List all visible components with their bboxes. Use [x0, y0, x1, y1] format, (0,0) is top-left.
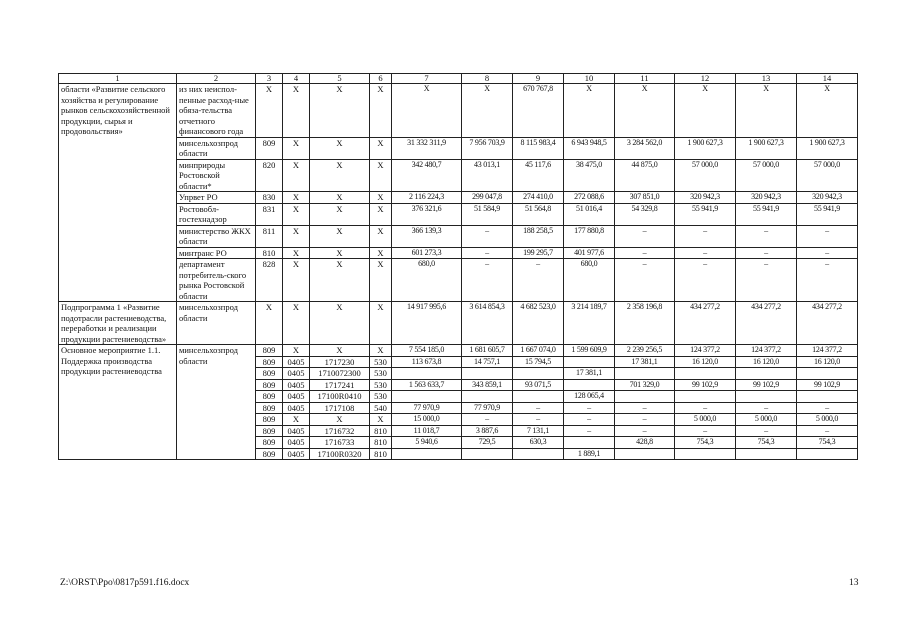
- value-cell: 0405: [283, 368, 310, 380]
- value-cell: 828: [256, 259, 283, 302]
- value-cell: 17100R0320: [310, 448, 370, 460]
- budget-table: [58, 73, 858, 460]
- value-cell: –: [675, 247, 736, 259]
- value-cell: [615, 448, 675, 460]
- value-cell: 754,3: [797, 437, 858, 449]
- value-cell: 17100R0410: [310, 391, 370, 403]
- value-cell: 1717241: [310, 379, 370, 391]
- value-cell: 0405: [283, 437, 310, 449]
- value-cell: –: [736, 402, 797, 414]
- table-row: [59, 345, 858, 357]
- value-cell: 810: [370, 437, 392, 449]
- footer-file-path: Z:\ORST\Ppo\0817p591.f16.docx: [60, 578, 190, 588]
- value-cell: [564, 356, 615, 368]
- value-cell: Х: [310, 84, 370, 138]
- column-number-header: 13: [736, 74, 797, 84]
- value-cell: 0405: [283, 356, 310, 368]
- value-cell: 5 000,0: [736, 414, 797, 426]
- value-cell: 199 295,7: [513, 247, 564, 259]
- value-cell: 530: [370, 391, 392, 403]
- value-cell: 274 410,0: [513, 192, 564, 204]
- column-number-header: 8: [462, 74, 513, 84]
- value-cell: Х: [256, 84, 283, 138]
- value-cell: 272 088,6: [564, 192, 615, 204]
- value-cell: 3 614 854,3: [462, 302, 513, 345]
- value-cell: 434 277,2: [736, 302, 797, 345]
- value-cell: 343 859,1: [462, 379, 513, 391]
- value-cell: 0405: [283, 391, 310, 403]
- value-cell: 1710072300: [310, 368, 370, 380]
- value-cell: Х: [462, 84, 513, 138]
- value-cell: 2 358 196,8: [615, 302, 675, 345]
- value-cell: 1716733: [310, 437, 370, 449]
- executor-cell: минсельхозпрод области: [177, 345, 256, 460]
- value-cell: 16 120,0: [736, 356, 797, 368]
- value-cell: [797, 448, 858, 460]
- value-cell: 55 941,9: [797, 203, 858, 225]
- value-cell: –: [797, 425, 858, 437]
- value-cell: 1 563 633,7: [392, 379, 462, 391]
- value-cell: Х: [370, 159, 392, 192]
- value-cell: 44 875,0: [615, 159, 675, 192]
- value-cell: [675, 391, 736, 403]
- executor-cell: минтранс РО: [177, 247, 256, 259]
- value-cell: 809: [256, 368, 283, 380]
- value-cell: –: [615, 225, 675, 247]
- value-cell: 57 000,0: [675, 159, 736, 192]
- value-cell: 51 564,8: [513, 203, 564, 225]
- value-cell: 8 115 983,4: [513, 137, 564, 159]
- value-cell: –: [736, 225, 797, 247]
- value-cell: 809: [256, 414, 283, 426]
- value-cell: 307 851,0: [615, 192, 675, 204]
- value-cell: 811: [256, 225, 283, 247]
- value-cell: Х: [370, 203, 392, 225]
- value-cell: 17 381,1: [564, 368, 615, 380]
- executor-cell: Ростовобл-гостехнадзор: [177, 203, 256, 225]
- program-name-cell: области «Развитие сельского хозяйства и регулирование рынков сельскохозяйственной продукции, сырья и продовольствия»: [59, 84, 177, 302]
- value-cell: –: [615, 425, 675, 437]
- column-number-header: 12: [675, 74, 736, 84]
- value-cell: 1716732: [310, 425, 370, 437]
- value-cell: 530: [370, 368, 392, 380]
- value-cell: [736, 368, 797, 380]
- value-cell: Х: [283, 159, 310, 192]
- value-cell: 670 767,8: [513, 84, 564, 138]
- value-cell: 2 239 256,5: [615, 345, 675, 357]
- value-cell: –: [615, 402, 675, 414]
- value-cell: 57 000,0: [797, 159, 858, 192]
- value-cell: Х: [370, 192, 392, 204]
- value-cell: –: [736, 259, 797, 302]
- value-cell: Х: [283, 259, 310, 302]
- value-cell: 831: [256, 203, 283, 225]
- value-cell: 601 273,3: [392, 247, 462, 259]
- column-number-header: 6: [370, 74, 392, 84]
- executor-cell: минсельхозпрод области: [177, 137, 256, 159]
- value-cell: 729,5: [462, 437, 513, 449]
- value-cell: [564, 437, 615, 449]
- value-cell: 77 970,9: [392, 402, 462, 414]
- value-cell: 3 887,6: [462, 425, 513, 437]
- value-cell: –: [675, 402, 736, 414]
- value-cell: –: [615, 414, 675, 426]
- value-cell: [675, 368, 736, 380]
- value-cell: Х: [310, 225, 370, 247]
- value-cell: –: [564, 425, 615, 437]
- value-cell: –: [462, 414, 513, 426]
- value-cell: 15 794,5: [513, 356, 564, 368]
- value-cell: Х: [370, 225, 392, 247]
- value-cell: 1 599 609,9: [564, 345, 615, 357]
- value-cell: 124 377,2: [797, 345, 858, 357]
- value-cell: –: [675, 225, 736, 247]
- value-cell: Х: [283, 192, 310, 204]
- value-cell: 5 000,0: [675, 414, 736, 426]
- table-row: [59, 302, 858, 345]
- value-cell: 810: [370, 425, 392, 437]
- column-number-header: 4: [283, 74, 310, 84]
- value-cell: 530: [370, 356, 392, 368]
- value-cell: Х: [370, 84, 392, 138]
- value-cell: 320 942,3: [736, 192, 797, 204]
- value-cell: [462, 391, 513, 403]
- value-cell: 299 047,8: [462, 192, 513, 204]
- value-cell: Х: [283, 225, 310, 247]
- value-cell: 113 673,8: [392, 356, 462, 368]
- value-cell: –: [513, 259, 564, 302]
- value-cell: [564, 379, 615, 391]
- value-cell: 809: [256, 356, 283, 368]
- value-cell: 7 131,1: [513, 425, 564, 437]
- executor-cell: минсельхозпрод области: [177, 302, 256, 345]
- value-cell: 43 013,1: [462, 159, 513, 192]
- value-cell: 754,3: [675, 437, 736, 449]
- value-cell: Х: [370, 137, 392, 159]
- activity-name-cell: Основное мероприятие 1.1. Поддержка производства продукции растениеводства: [59, 345, 177, 460]
- value-cell: 809: [256, 391, 283, 403]
- value-cell: 701 329,0: [615, 379, 675, 391]
- value-cell: 810: [370, 448, 392, 460]
- value-cell: 128 065,4: [564, 391, 615, 403]
- value-cell: Х: [310, 192, 370, 204]
- executor-cell: департамент потребитель-ского рынка Ростовской области: [177, 259, 256, 302]
- value-cell: –: [462, 247, 513, 259]
- value-cell: 3 284 562,0: [615, 137, 675, 159]
- value-cell: 434 277,2: [675, 302, 736, 345]
- value-cell: –: [675, 425, 736, 437]
- value-cell: 55 941,9: [675, 203, 736, 225]
- value-cell: 17 381,1: [615, 356, 675, 368]
- executor-cell: министерство ЖКХ области: [177, 225, 256, 247]
- value-cell: Х: [370, 345, 392, 357]
- table-row: [59, 137, 858, 159]
- value-cell: Х: [564, 84, 615, 138]
- value-cell: 320 942,3: [797, 192, 858, 204]
- value-cell: –: [797, 247, 858, 259]
- value-cell: Х: [283, 414, 310, 426]
- table-row: [59, 84, 858, 138]
- value-cell: Х: [370, 247, 392, 259]
- value-cell: 680,0: [564, 259, 615, 302]
- value-cell: –: [564, 414, 615, 426]
- value-cell: Х: [370, 259, 392, 302]
- value-cell: Х: [736, 84, 797, 138]
- value-cell: 38 475,0: [564, 159, 615, 192]
- value-cell: 6 943 948,5: [564, 137, 615, 159]
- value-cell: 0405: [283, 448, 310, 460]
- value-cell: [615, 368, 675, 380]
- value-cell: 99 102,9: [736, 379, 797, 391]
- value-cell: 0405: [283, 425, 310, 437]
- value-cell: 1 900 627,3: [797, 137, 858, 159]
- value-cell: 376 321,6: [392, 203, 462, 225]
- value-cell: 401 977,6: [564, 247, 615, 259]
- value-cell: 55 941,9: [736, 203, 797, 225]
- value-cell: [675, 448, 736, 460]
- subprogram-name-cell: Подпрограмма 1 «Развитие подотрасли растениеводства, переработки и реализации продукции растениеводства»: [59, 302, 177, 345]
- value-cell: –: [462, 259, 513, 302]
- value-cell: [513, 391, 564, 403]
- value-cell: Х: [256, 302, 283, 345]
- value-cell: 15 000,0: [392, 414, 462, 426]
- value-cell: 428,8: [615, 437, 675, 449]
- page-number: 13: [849, 578, 859, 588]
- value-cell: –: [797, 402, 858, 414]
- value-cell: Х: [283, 203, 310, 225]
- value-cell: –: [736, 247, 797, 259]
- value-cell: 342 480,7: [392, 159, 462, 192]
- value-cell: 124 377,2: [675, 345, 736, 357]
- value-cell: 434 277,2: [797, 302, 858, 345]
- value-cell: 680,0: [392, 259, 462, 302]
- table-row: [59, 203, 858, 225]
- value-cell: Х: [797, 84, 858, 138]
- value-cell: –: [513, 402, 564, 414]
- value-cell: Х: [310, 345, 370, 357]
- value-cell: –: [797, 259, 858, 302]
- value-cell: Х: [310, 247, 370, 259]
- value-cell: 11 018,7: [392, 425, 462, 437]
- value-cell: 31 332 311,9: [392, 137, 462, 159]
- value-cell: [797, 391, 858, 403]
- value-cell: Х: [675, 84, 736, 138]
- value-cell: Х: [615, 84, 675, 138]
- table-row: [59, 225, 858, 247]
- value-cell: 99 102,9: [797, 379, 858, 391]
- column-number-header: 11: [615, 74, 675, 84]
- value-cell: 51 584,9: [462, 203, 513, 225]
- value-cell: Х: [310, 137, 370, 159]
- value-cell: 1 681 605,7: [462, 345, 513, 357]
- value-cell: 93 071,5: [513, 379, 564, 391]
- value-cell: Х: [370, 414, 392, 426]
- value-cell: 51 016,4: [564, 203, 615, 225]
- value-cell: [797, 368, 858, 380]
- value-cell: 2 116 224,3: [392, 192, 462, 204]
- value-cell: 1717230: [310, 356, 370, 368]
- value-cell: 77 970,9: [462, 402, 513, 414]
- value-cell: 754,3: [736, 437, 797, 449]
- value-cell: [736, 448, 797, 460]
- executor-cell: Упрвет РО: [177, 192, 256, 204]
- value-cell: 830: [256, 192, 283, 204]
- column-number-header: 3: [256, 74, 283, 84]
- value-cell: 630,3: [513, 437, 564, 449]
- value-cell: Х: [283, 345, 310, 357]
- table-body: [59, 74, 858, 460]
- value-cell: 16 120,0: [797, 356, 858, 368]
- value-cell: 810: [256, 247, 283, 259]
- value-cell: –: [564, 402, 615, 414]
- table-row: [59, 159, 858, 192]
- value-cell: 1 900 627,3: [675, 137, 736, 159]
- value-cell: [736, 391, 797, 403]
- value-cell: 1 667 074,0: [513, 345, 564, 357]
- value-cell: 809: [256, 345, 283, 357]
- value-cell: 14 917 995,6: [392, 302, 462, 345]
- table-row: [59, 192, 858, 204]
- value-cell: [513, 448, 564, 460]
- value-cell: –: [797, 225, 858, 247]
- value-cell: 809: [256, 448, 283, 460]
- value-cell: 1717108: [310, 402, 370, 414]
- header-row: [59, 74, 858, 84]
- value-cell: 7 554 185,0: [392, 345, 462, 357]
- table-row: [59, 247, 858, 259]
- value-cell: 540: [370, 402, 392, 414]
- value-cell: [462, 448, 513, 460]
- value-cell: Х: [310, 159, 370, 192]
- value-cell: 1 900 627,3: [736, 137, 797, 159]
- value-cell: [392, 448, 462, 460]
- value-cell: –: [736, 425, 797, 437]
- value-cell: 7 956 703,9: [462, 137, 513, 159]
- value-cell: 530: [370, 379, 392, 391]
- column-number-header: 7: [392, 74, 462, 84]
- value-cell: [392, 368, 462, 380]
- value-cell: Х: [370, 302, 392, 345]
- column-number-header: 9: [513, 74, 564, 84]
- value-cell: 809: [256, 402, 283, 414]
- value-cell: Х: [310, 414, 370, 426]
- value-cell: 54 329,8: [615, 203, 675, 225]
- value-cell: Х: [392, 84, 462, 138]
- value-cell: 1 889,1: [564, 448, 615, 460]
- value-cell: [513, 368, 564, 380]
- value-cell: 366 139,3: [392, 225, 462, 247]
- value-cell: 320 942,3: [675, 192, 736, 204]
- value-cell: –: [675, 259, 736, 302]
- value-cell: –: [513, 414, 564, 426]
- value-cell: 820: [256, 159, 283, 192]
- value-cell: 0405: [283, 402, 310, 414]
- value-cell: 177 880,8: [564, 225, 615, 247]
- value-cell: 5 940,6: [392, 437, 462, 449]
- value-cell: –: [615, 247, 675, 259]
- value-cell: 188 258,5: [513, 225, 564, 247]
- value-cell: Х: [283, 247, 310, 259]
- value-cell: 14 757,1: [462, 356, 513, 368]
- value-cell: 45 117,6: [513, 159, 564, 192]
- value-cell: 124 377,2: [736, 345, 797, 357]
- value-cell: 809: [256, 437, 283, 449]
- column-number-header: 1: [59, 74, 177, 84]
- value-cell: 809: [256, 425, 283, 437]
- value-cell: Х: [283, 84, 310, 138]
- value-cell: [392, 391, 462, 403]
- value-cell: 0405: [283, 379, 310, 391]
- value-cell: Х: [310, 203, 370, 225]
- value-cell: [615, 391, 675, 403]
- table-row: [59, 259, 858, 302]
- column-number-header: 5: [310, 74, 370, 84]
- value-cell: Х: [283, 137, 310, 159]
- value-cell: Х: [310, 259, 370, 302]
- column-number-header: 2: [177, 74, 256, 84]
- value-cell: –: [615, 259, 675, 302]
- value-cell: Х: [310, 302, 370, 345]
- value-cell: 57 000,0: [736, 159, 797, 192]
- value-cell: 5 000,0: [797, 414, 858, 426]
- value-cell: 16 120,0: [675, 356, 736, 368]
- value-cell: [462, 368, 513, 380]
- value-cell: 809: [256, 137, 283, 159]
- value-cell: 99 102,9: [675, 379, 736, 391]
- column-number-header: 14: [797, 74, 858, 84]
- value-cell: 4 682 523,0: [513, 302, 564, 345]
- value-cell: 809: [256, 379, 283, 391]
- column-number-header: 10: [564, 74, 615, 84]
- value-cell: 3 214 189,7: [564, 302, 615, 345]
- executor-cell: минприроды Ростовской области*: [177, 159, 256, 192]
- executor-cell: из них неиспол-пенные расход-ные обяза-тельства отчетного финансового года: [177, 84, 256, 138]
- value-cell: Х: [283, 302, 310, 345]
- value-cell: –: [462, 225, 513, 247]
